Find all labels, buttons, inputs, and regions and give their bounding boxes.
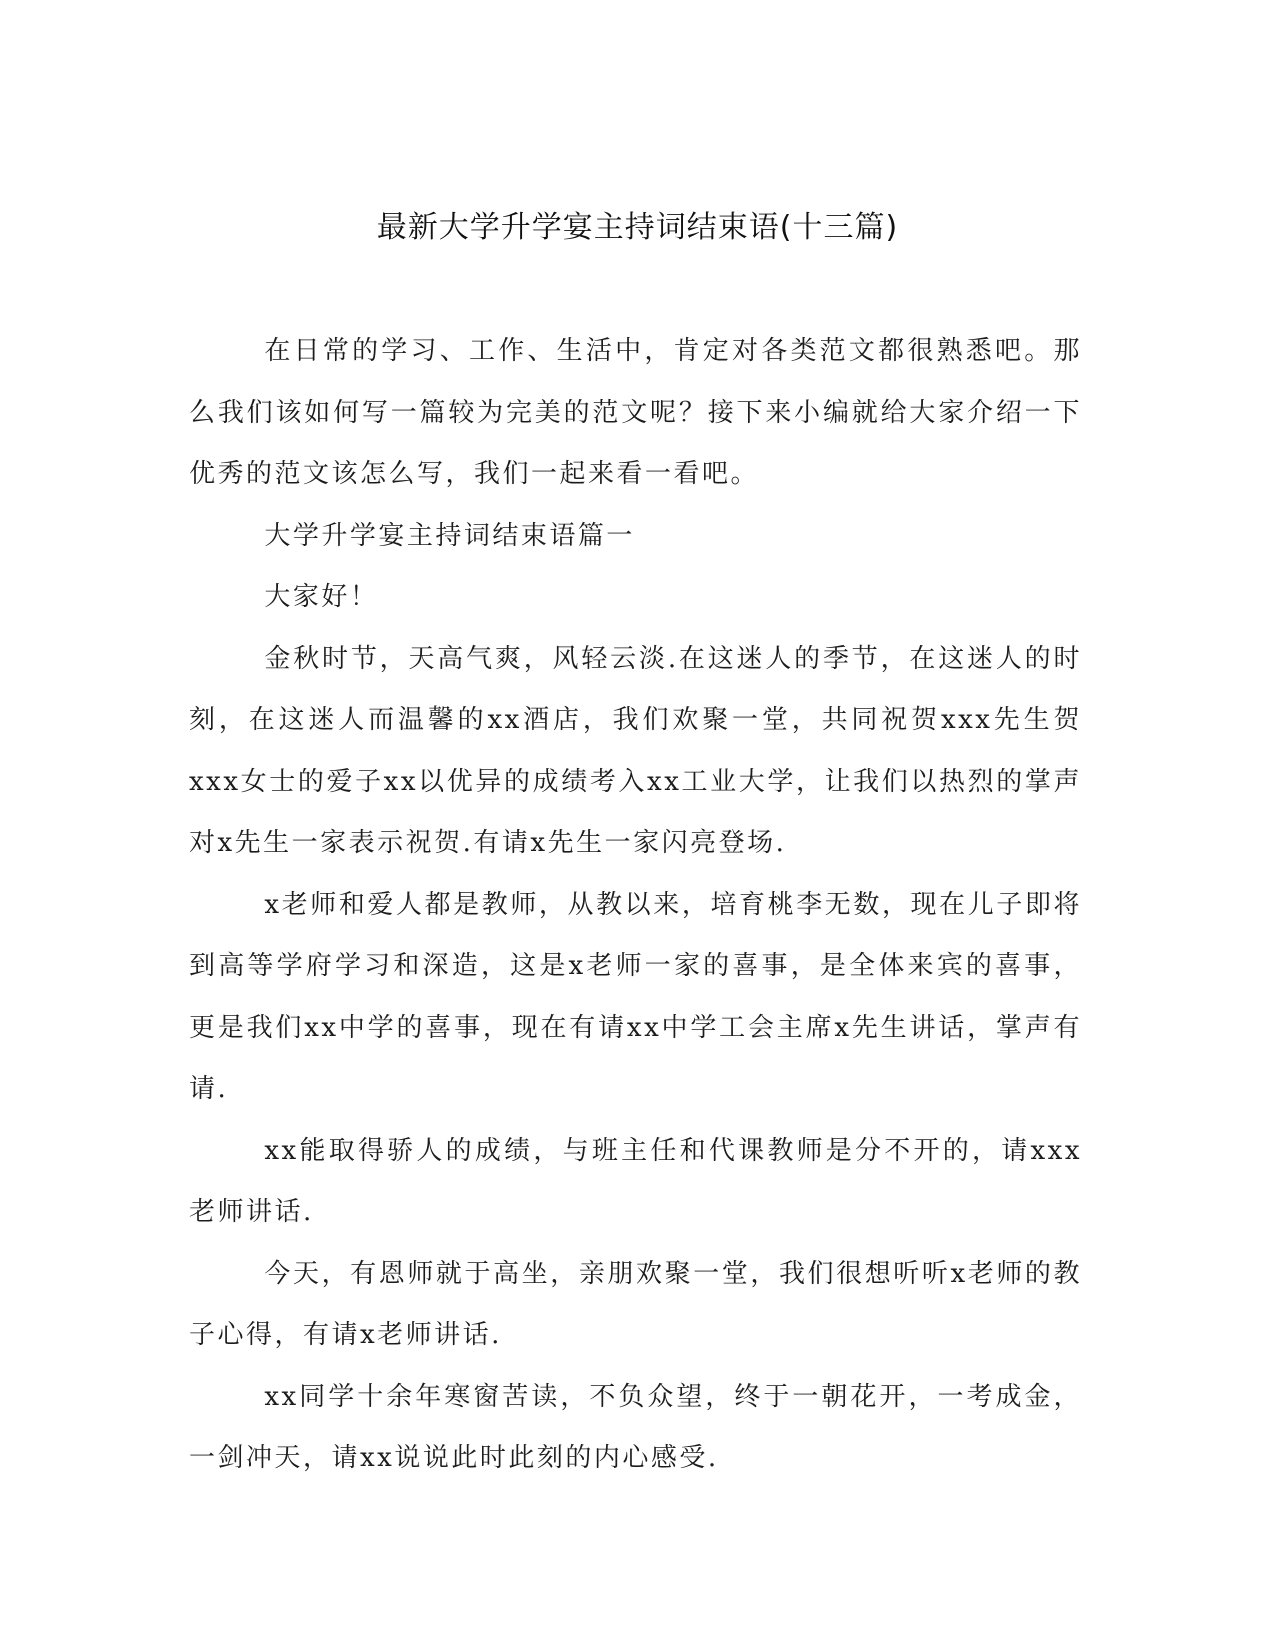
paragraph-greeting: 大家好！: [264, 582, 379, 612]
paragraph: x老师和爱人都是教师，从教以来，培育桃李无数，现在儿子即将到高等学府学习和深造，这是x老师一家的喜事，是全体来宾的喜事，更是我们xx中学的喜事，现在有请xx中学工会主席x先生讲话，掌声有请.: [189, 889, 1082, 1104]
document-title: 最新大学升学宴主持词结束语(十三篇): [376, 210, 899, 245]
section-heading: 大学升学宴主持词结束语篇一: [264, 520, 635, 551]
document-body: [189, 321, 1082, 1490]
paragraph: xx能取得骄人的成绩，与班主任和代课教师是分不开的，请xxx老师讲话.: [189, 1135, 1082, 1227]
paragraph: 金秋时节，天高气爽，风轻云淡.在这迷人的季节，在这迷人的时刻，在这迷人而温馨的xx酒店，我们欢聚一堂，共同祝贺xxx先生贺xxx女士的爱子xx以优异的成绩考入xx工业大学，让我们以热烈的掌声对x先生一家表示祝贺.有请x先生一家闪亮登场.: [189, 643, 1082, 858]
paragraph-intro: 在日常的学习、工作、生活中，肯定对各类范文都很熟悉吧。那么我们该如何写一篇较为完美的范文呢？接下来小编就给大家介绍一下优秀的范文该怎么写，我们一起来看一看吧。: [189, 336, 1082, 489]
paragraph: xx同学十余年寒窗苦读，不负众望，终于一朝花开，一考成金，一剑冲天，请xx说说此时此刻的内心感受.: [189, 1381, 1082, 1473]
paragraph: 今天，有恩师就于高坐，亲朋欢聚一堂，我们很想听听x老师的教子心得，有请x老师讲话.: [189, 1258, 1082, 1350]
